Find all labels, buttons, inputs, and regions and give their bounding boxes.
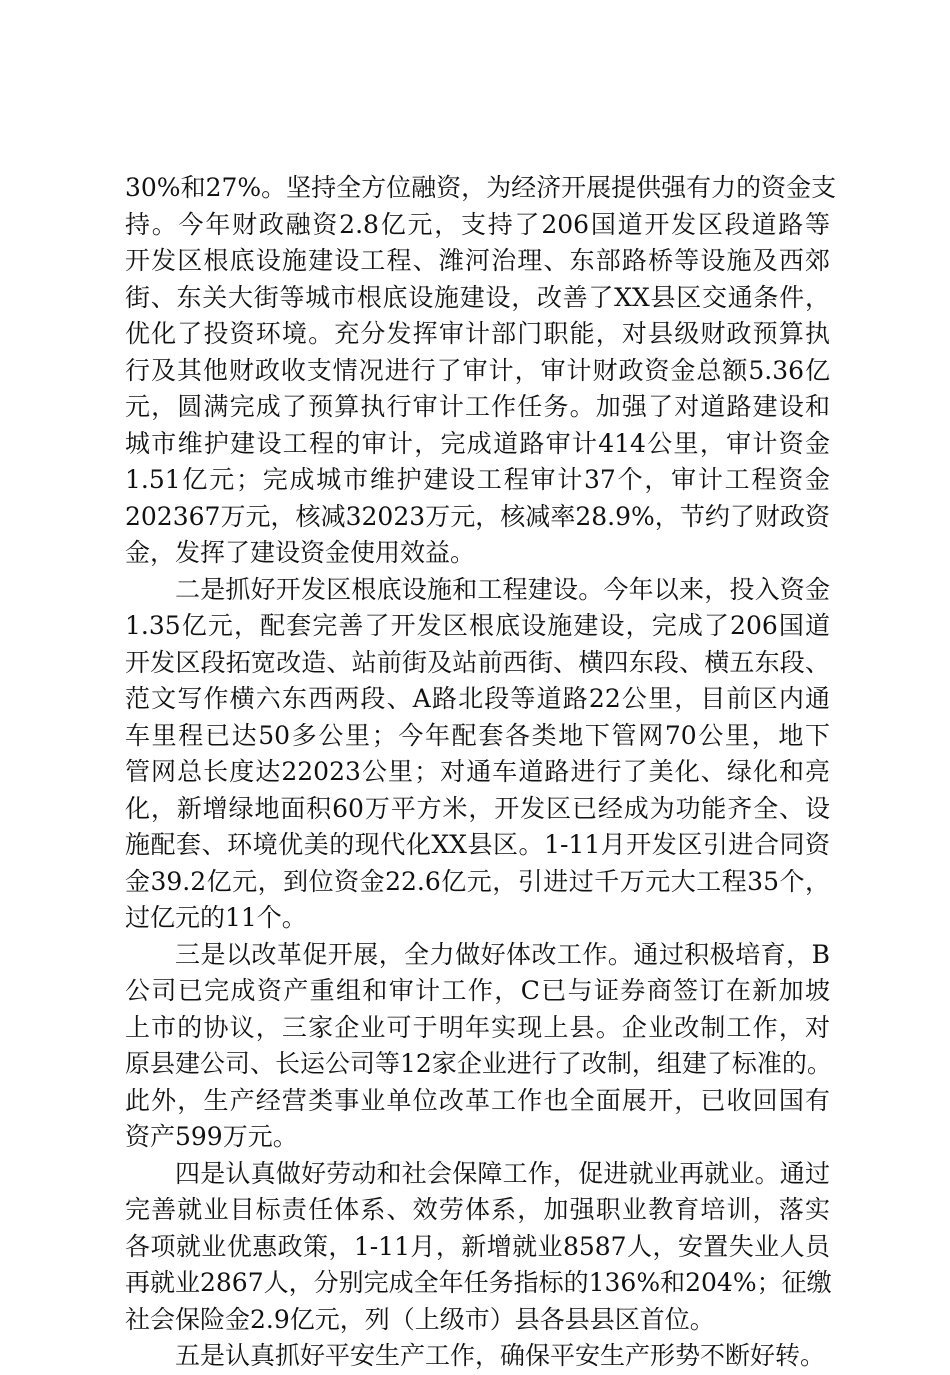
- text-line: 公司已完成资产重组和审计工作，C已与证券商签订在新加坡: [125, 976, 830, 1005]
- text-line: 化，新增绿地面积60万平方米，开发区已经成为功能齐全、设: [125, 793, 830, 823]
- paragraph-first-line: 二是抓好开发区根底设施和工程建设。今年以来，投入资金: [175, 574, 830, 604]
- body-text: [125, 170, 837, 1375]
- text-line: 金，发挥了建设资金使用效益。: [125, 538, 476, 567]
- text-line: 各项就业优惠政策，1-11月，新增就业8587人，安置失业人员: [125, 1231, 830, 1261]
- text-line: 再就业2867人，分别完成全年任务指标的136%和204%；征缴: [125, 1268, 832, 1297]
- text-line: 1.51亿元；完成城市维护建设工程审计37个，审计工程资金: [125, 465, 830, 494]
- text-line: 元，圆满完成了预算执行审计工作任务。加强了对道路建设和: [125, 392, 830, 421]
- text-line: 金39.2亿元，到位资金22.6亿元，引进过千万元大工程35个，: [125, 866, 830, 896]
- text-line: 开发区根底设施建设工程、潍河治理、东部路桥等设施及西郊: [125, 246, 830, 275]
- text-line: 施配套、环境优美的现代化XX县区。1-11月开发区引进合同资: [125, 830, 830, 859]
- text-line: 此外，生产经营类事业单位改革工作也全面展开，已收回国有: [125, 1085, 830, 1115]
- text-line: 优化了投资环境。充分发挥审计部门职能，对县级财政预算执: [125, 319, 830, 348]
- text-line: 社会保险金2.9亿元，列（上级市）县各县县区首位。: [125, 1304, 715, 1334]
- paragraph-first-line: 三是以改革促开展，全力做好体改工作。通过积极培育，B: [175, 939, 830, 969]
- text-line: 原县建公司、长运公司等12家企业进行了改制，组建了标准的。: [125, 1049, 832, 1078]
- text-line: 资产599万元。: [125, 1122, 298, 1151]
- text-line: 1.35亿元，配套完善了开发区根底设施建设，完成了206国道: [125, 611, 830, 640]
- text-line: 范文写作横六东西两段、A路北段等道路22公里，目前区内通: [125, 684, 830, 713]
- paragraph-first-line: 五是认真抓好平安生产工作，确保平安生产形势不断好转。: [175, 1341, 826, 1370]
- text-line: 过亿元的11个。: [125, 903, 307, 932]
- text-line: 行及其他财政收支情况进行了审计，审计财政资金总额5.36亿: [125, 355, 830, 385]
- text-line: 开发区段拓宽改造、站前街及站前西街、横四东段、横五东段、: [125, 647, 830, 677]
- text-line: 上市的协议，三家企业可于明年实现上县。企业改制工作，对: [125, 1012, 830, 1042]
- text-line: 车里程已达50多公里；今年配套各类地下管网70公里，地下: [125, 720, 830, 750]
- text-line: 持。今年财政融资2.8亿元，支持了206国道开发区段道路等: [125, 209, 830, 239]
- text-line: 30%和27%。坚持全方位融资，为经济开展提供强有力的资金支: [125, 173, 837, 202]
- text-line: 城市维护建设工程的审计，完成道路审计414公里，审计资金: [125, 428, 830, 458]
- text-line: 202367万元，核减32023万元，核减率28.9%，节约了财政资: [125, 501, 830, 531]
- text-line: 管网总长度达22023公里；对通车道路进行了美化、绿化和亮: [125, 757, 830, 786]
- paragraph-first-line: 四是认真做好劳动和社会保障工作，促进就业再就业。通过: [175, 1158, 830, 1188]
- text-line: 街、东关大街等城市根底设施建设，改善了XX县区交通条件，: [125, 282, 830, 312]
- text-line: 完善就业目标责任体系、效劳体系，加强职业教育培训，落实: [125, 1195, 830, 1224]
